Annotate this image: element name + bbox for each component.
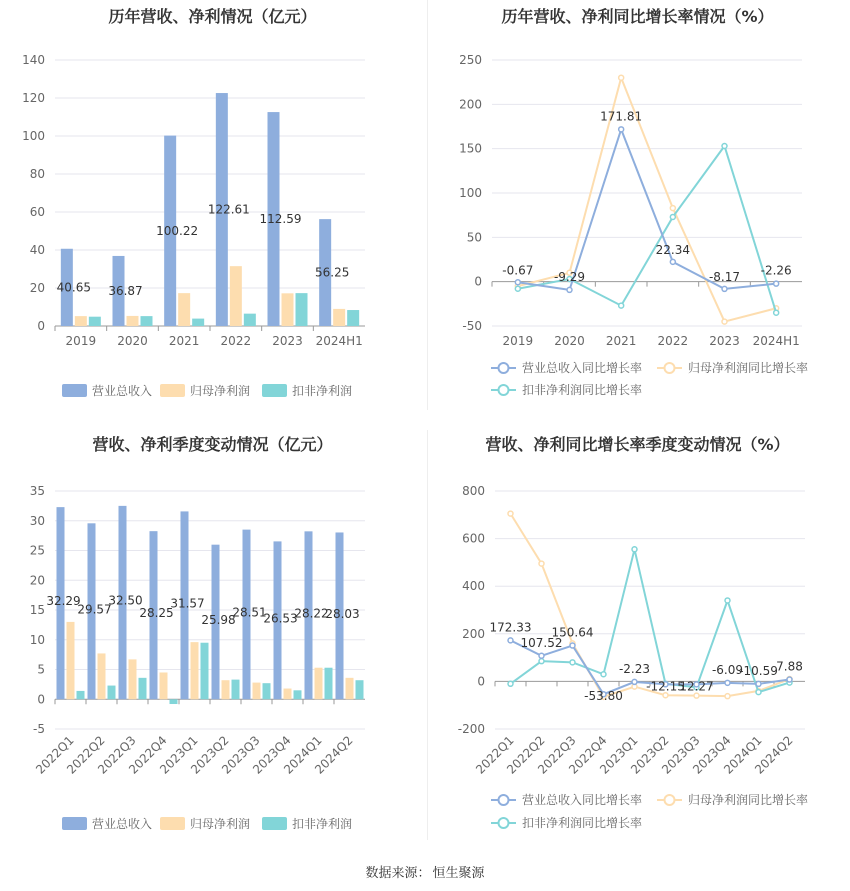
- legend-swatch: [62, 384, 87, 397]
- x-tick-label: 2019: [65, 334, 97, 348]
- bar-deducted-profit: [201, 643, 209, 700]
- series-point: [508, 638, 513, 643]
- bar-net-profit: [67, 622, 75, 699]
- bar-net-profit: [178, 293, 190, 326]
- x-tick-label: 2022Q1: [33, 733, 77, 777]
- legend-label: 营业总收入同比增长率: [522, 793, 643, 807]
- legend-label: 营业总收入: [92, 384, 153, 398]
- data-source: [0, 862, 850, 881]
- y-tick-label: 60: [29, 205, 45, 219]
- bar-net-profit: [222, 680, 230, 699]
- series-point: [756, 681, 761, 686]
- x-tick-label: 2021: [605, 334, 637, 348]
- series-point: [539, 561, 544, 566]
- bar-data-label: 31.57: [170, 596, 205, 611]
- chart-title: 营收、净利季度变动情况（亿元）: [92, 435, 333, 454]
- x-tick-label: 2022Q4: [126, 733, 170, 777]
- series-point: [670, 259, 675, 264]
- bar-data-label: 28.25: [139, 606, 174, 621]
- bar-data-label: 36.87: [108, 283, 143, 298]
- point-data-label: -2.26: [760, 263, 792, 278]
- legend-marker: [499, 385, 509, 395]
- bar-net-profit: [98, 653, 106, 699]
- x-tick-label: 2019: [502, 334, 534, 348]
- y-tick-label: 200: [459, 97, 482, 112]
- series-point: [722, 319, 727, 324]
- point-data-label: -0.67: [502, 263, 534, 278]
- bar-net-profit: [127, 316, 139, 326]
- legend-marker: [665, 795, 675, 805]
- y-tick-label: 140: [22, 53, 45, 67]
- point-data-label: 150.64: [551, 625, 594, 640]
- bar-data-label: 32.29: [46, 594, 81, 609]
- bar-deducted-profit: [77, 691, 85, 699]
- y-tick-label: 80: [29, 167, 45, 181]
- series-point: [567, 287, 572, 292]
- series-point: [508, 681, 513, 686]
- legend-label: 归母净利润: [190, 817, 251, 831]
- bar-data-label: 122.61: [207, 202, 250, 217]
- y-tick-label: 0: [37, 692, 45, 707]
- point-data-label: 22.34: [655, 242, 691, 257]
- bar-net-profit: [129, 659, 137, 699]
- series-point: [663, 693, 668, 698]
- legend-label: 归母净利润: [190, 384, 251, 398]
- x-tick-label: 2022: [657, 334, 689, 348]
- bar-deducted-profit: [325, 668, 333, 700]
- series-point: [601, 672, 606, 677]
- bar-net-profit: [282, 293, 294, 326]
- y-tick-label: 40: [29, 243, 45, 257]
- bar-data-label: 56.25: [314, 265, 350, 280]
- legend-label: 归母净利润同比增长率: [688, 793, 809, 807]
- annual-growth-plot: [425, 0, 850, 410]
- series-point: [722, 144, 727, 149]
- x-tick-label: 2022: [220, 334, 252, 348]
- x-tick-label: 2024Q1: [721, 733, 765, 777]
- series-point: [725, 598, 730, 603]
- x-tick-label: 2021: [168, 334, 200, 348]
- y-tick-label: -50: [462, 319, 482, 333]
- series-point: [570, 660, 575, 665]
- y-tick-label: 30: [29, 513, 45, 528]
- bar-deducted-profit: [294, 690, 302, 699]
- y-tick-label: 50: [466, 230, 482, 245]
- x-tick-label: 2024Q2: [312, 733, 356, 777]
- bar-deducted-profit: [89, 317, 101, 326]
- x-tick-label: 2022Q2: [504, 733, 548, 777]
- bar-data-label: 28.51: [232, 605, 267, 620]
- series-point: [670, 206, 675, 211]
- legend-label: 归母净利润同比增长率: [688, 361, 809, 375]
- panel-divider: [427, 0, 428, 410]
- bar-data-label: 28.22: [294, 606, 329, 621]
- bar-deducted-profit: [296, 293, 308, 326]
- y-tick-label: 600: [462, 531, 485, 546]
- y-tick-label: 20: [29, 573, 45, 588]
- legend-swatch: [160, 817, 185, 830]
- x-tick-label: 2020: [554, 334, 585, 348]
- bar-deducted-profit: [356, 680, 364, 699]
- x-tick-label: 2023Q2: [628, 733, 672, 777]
- legend-swatch: [62, 817, 87, 830]
- bar-data-label: 32.50: [108, 593, 143, 608]
- point-data-label: -53.80: [584, 689, 623, 704]
- bar-deducted-profit: [141, 316, 153, 326]
- chart-title: 历年营收、净利同比增长率情况（%）: [501, 7, 774, 26]
- x-tick-label: 2022Q1: [473, 733, 517, 777]
- y-tick-label: 0: [37, 319, 45, 333]
- point-data-label: -6.09: [711, 662, 744, 677]
- bar-net-profit: [75, 316, 87, 326]
- bar-net-profit: [160, 672, 168, 699]
- annual-values-chart: [0, 0, 425, 410]
- point-data-label: 7.88: [776, 659, 803, 674]
- legend-marker: [499, 795, 509, 805]
- x-tick-label: 2022Q3: [95, 733, 139, 777]
- y-tick-label: -200: [457, 722, 485, 736]
- series-point: [619, 303, 624, 308]
- bar-data-label: 25.98: [201, 612, 236, 627]
- chart-title: 历年营收、净利情况（亿元）: [108, 7, 317, 26]
- bar-net-profit: [284, 689, 292, 700]
- y-tick-label: 100: [459, 186, 482, 200]
- point-data-label: 12.27: [679, 679, 714, 694]
- y-tick-label: 100: [22, 129, 45, 143]
- x-tick-label: 2020: [117, 334, 148, 348]
- y-tick-label: 10: [29, 632, 45, 647]
- bar-net-profit: [253, 683, 261, 700]
- x-tick-label: 2022Q3: [535, 733, 579, 777]
- x-tick-label: 2022Q2: [64, 733, 108, 777]
- y-tick-label: 15: [29, 603, 45, 617]
- series-point: [539, 659, 544, 664]
- series-point: [570, 643, 575, 648]
- bar-net-profit: [346, 678, 354, 699]
- legend-marker: [499, 818, 509, 828]
- series-point: [632, 547, 637, 552]
- bar-deducted-profit: [347, 310, 359, 326]
- bar-deducted-profit: [232, 680, 240, 700]
- point-data-label: -9.29: [553, 269, 586, 284]
- series-point: [619, 127, 624, 132]
- legend-swatch: [160, 384, 185, 397]
- y-tick-label: 5: [37, 662, 45, 677]
- bar-data-label: 40.65: [56, 280, 92, 295]
- legend-label: 扣非净利润: [292, 384, 353, 398]
- series-point: [632, 679, 637, 684]
- bar-net-profit: [333, 309, 345, 326]
- x-tick-label: 2023Q4: [250, 733, 294, 777]
- x-tick-label: 2023Q3: [659, 733, 703, 777]
- point-data-label: 171.81: [600, 109, 643, 124]
- chart-title: 营收、净利同比增长率季度变动情况（%）: [485, 435, 790, 454]
- y-tick-label: 25: [29, 543, 45, 558]
- series-point: [694, 693, 699, 698]
- series-point: [774, 281, 779, 286]
- bar-net-profit: [315, 668, 323, 700]
- point-data-label: -10.59: [739, 663, 778, 678]
- bar-deducted-profit: [192, 319, 204, 326]
- x-tick-label: 2024H1: [315, 334, 363, 348]
- point-data-label: -12.15: [646, 679, 685, 694]
- y-tick-label: 0: [477, 674, 485, 689]
- x-tick-label: 2024Q2: [752, 733, 796, 777]
- annual-growth-chart: [425, 0, 850, 410]
- bar-deducted-profit: [170, 699, 178, 704]
- x-tick-label: 2023Q3: [219, 733, 263, 777]
- data-source-label: 数据来源：: [365, 866, 431, 881]
- data-source-name: 恒生聚源: [432, 866, 485, 881]
- y-tick-label: 35: [29, 484, 45, 498]
- annual-values-plot: [0, 0, 425, 410]
- series-point: [515, 280, 520, 285]
- point-data-label: -8.17: [708, 269, 741, 284]
- series-point: [619, 75, 624, 80]
- x-tick-label: 2023Q2: [188, 733, 232, 777]
- series-point: [515, 286, 520, 291]
- legend-label: 扣非净利润同比增长率: [522, 383, 643, 397]
- bar-data-label: 28.03: [325, 606, 360, 621]
- bar-net-profit: [230, 266, 242, 326]
- legend-marker: [499, 363, 509, 373]
- series-point: [670, 214, 675, 219]
- x-tick-label: 2023: [709, 334, 740, 348]
- bar-deducted-profit: [139, 678, 147, 699]
- bar-deducted-profit: [244, 314, 256, 326]
- legend-label: 扣非净利润同比增长率: [522, 816, 643, 830]
- y-tick-label: 250: [459, 53, 482, 67]
- y-tick-label: 400: [462, 579, 485, 594]
- y-tick-label: 150: [459, 141, 482, 156]
- y-tick-label: 120: [22, 91, 45, 105]
- point-data-label: -2.23: [618, 661, 651, 676]
- bar-data-label: 112.59: [259, 212, 302, 227]
- quarterly-growth-plot: [425, 428, 850, 853]
- point-data-label: 172.33: [489, 620, 532, 635]
- quarterly-growth-chart: [425, 428, 850, 853]
- series-point: [725, 680, 730, 685]
- bar-deducted-profit: [108, 686, 116, 700]
- legend-swatch: [262, 817, 287, 830]
- series-line-revenue-growth: [518, 129, 776, 290]
- bar-data-label: 29.57: [77, 602, 112, 617]
- series-point: [725, 694, 730, 699]
- legend-label: 营业总收入: [92, 817, 153, 831]
- y-tick-label: 0: [474, 274, 482, 289]
- bar-data-label: 100.22: [156, 223, 199, 238]
- point-data-label: 107.52: [520, 635, 563, 650]
- legend-label: 营业总收入同比增长率: [522, 361, 643, 375]
- series-point: [756, 690, 761, 695]
- series-point: [539, 653, 544, 658]
- bar-net-profit: [191, 642, 199, 699]
- series-point: [787, 677, 792, 682]
- series-point: [722, 286, 727, 291]
- x-tick-label: 2023Q4: [690, 733, 734, 777]
- quarterly-values-chart: [0, 428, 425, 853]
- panel-divider: [427, 430, 428, 840]
- x-tick-label: 2023Q1: [597, 733, 641, 777]
- y-tick-label: 20: [29, 281, 45, 295]
- bar-data-label: 26.53: [263, 611, 298, 626]
- x-tick-label: 2023Q1: [157, 733, 201, 777]
- y-tick-label: 800: [462, 484, 485, 498]
- x-tick-label: 2023: [272, 334, 303, 348]
- quarterly-values-plot: [0, 428, 425, 853]
- bar-deducted-profit: [263, 683, 271, 699]
- x-tick-label: 2024Q1: [281, 733, 325, 777]
- series-point: [508, 511, 513, 516]
- y-tick-label: -5: [33, 722, 45, 736]
- legend-label: 扣非净利润: [292, 817, 353, 831]
- y-tick-label: 200: [462, 626, 485, 641]
- series-point: [774, 310, 779, 315]
- legend-marker: [665, 363, 675, 373]
- x-tick-label: 2022Q4: [566, 733, 610, 777]
- legend-swatch: [262, 384, 287, 397]
- x-tick-label: 2024H1: [752, 334, 800, 348]
